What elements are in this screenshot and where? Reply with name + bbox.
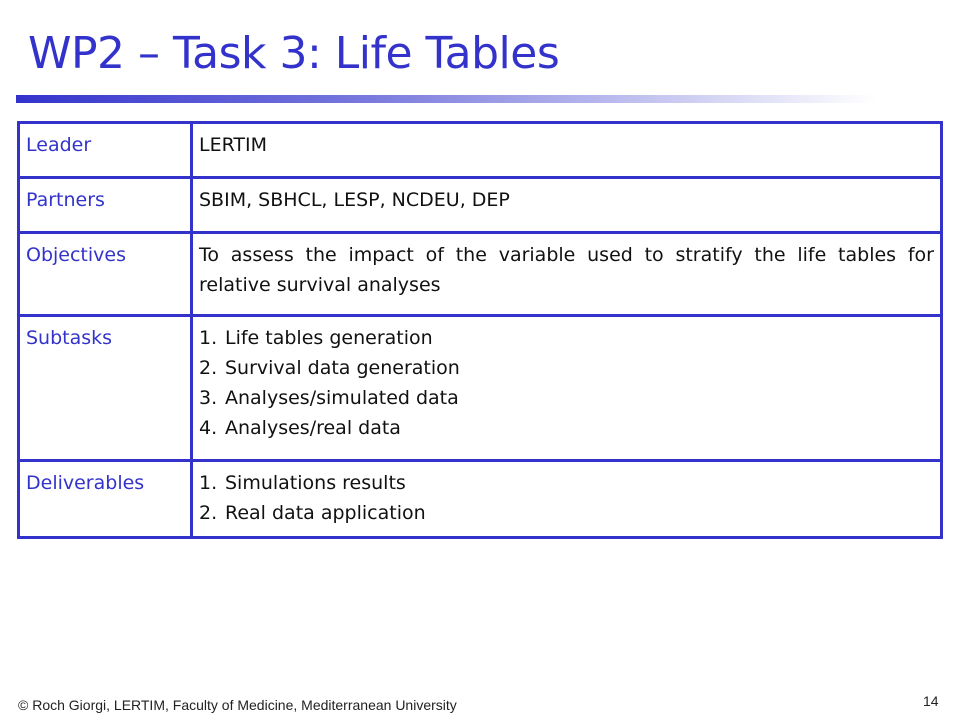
table-row	[19, 316, 942, 461]
row-label-deliverables: Deliverables	[19, 461, 192, 538]
list-item	[199, 413, 934, 443]
list-item	[199, 468, 934, 498]
row-label-partners: Partners	[19, 178, 192, 233]
row-label-leader: Leader	[19, 123, 192, 178]
list-item-number: 2.	[199, 502, 218, 524]
list-item-number: 1.	[199, 472, 218, 494]
deliverables-list	[199, 468, 934, 528]
list-item-number: 2.	[199, 357, 218, 379]
row-value-subtasks	[192, 316, 942, 461]
list-item-number: 1.	[199, 327, 218, 349]
subtasks-list	[199, 323, 934, 443]
title-underline-bar	[16, 95, 876, 103]
footer-credit: © Roch Giorgi, LERTIM, Faculty of Medicine, Mediterranean University	[18, 697, 457, 713]
list-item-text: Survival data generation	[225, 357, 460, 379]
table-row	[19, 233, 942, 316]
row-value-partners: SBIM, SBHCL, LESP, NCDEU, DEP	[192, 178, 942, 233]
page-number: 14	[923, 693, 939, 709]
list-item	[199, 383, 934, 413]
slide-title: WP2 – Task 3: Life Tables	[28, 28, 560, 79]
list-item-text: Real data application	[225, 502, 426, 524]
row-label-subtasks: Subtasks	[19, 316, 192, 461]
row-value-deliverables	[192, 461, 942, 538]
list-item-text: Life tables generation	[225, 327, 433, 349]
row-value-objectives: To assess the impact of the variable used to stratify the life tables for relative survival analyses	[192, 233, 942, 316]
list-item	[199, 323, 934, 353]
table-row	[19, 461, 942, 538]
list-item-number: 4.	[199, 417, 218, 439]
table-row	[19, 123, 942, 178]
list-item-number: 3.	[199, 387, 218, 409]
table-row	[19, 178, 942, 233]
list-item-text: Analyses/simulated data	[225, 387, 459, 409]
list-item	[199, 353, 934, 383]
row-label-objectives: Objectives	[19, 233, 192, 316]
row-value-leader: LERTIM	[192, 123, 942, 178]
list-item-text: Simulations results	[225, 472, 406, 494]
list-item-text: Analyses/real data	[225, 417, 401, 439]
list-item	[199, 498, 934, 528]
task-info-table	[17, 121, 943, 539]
